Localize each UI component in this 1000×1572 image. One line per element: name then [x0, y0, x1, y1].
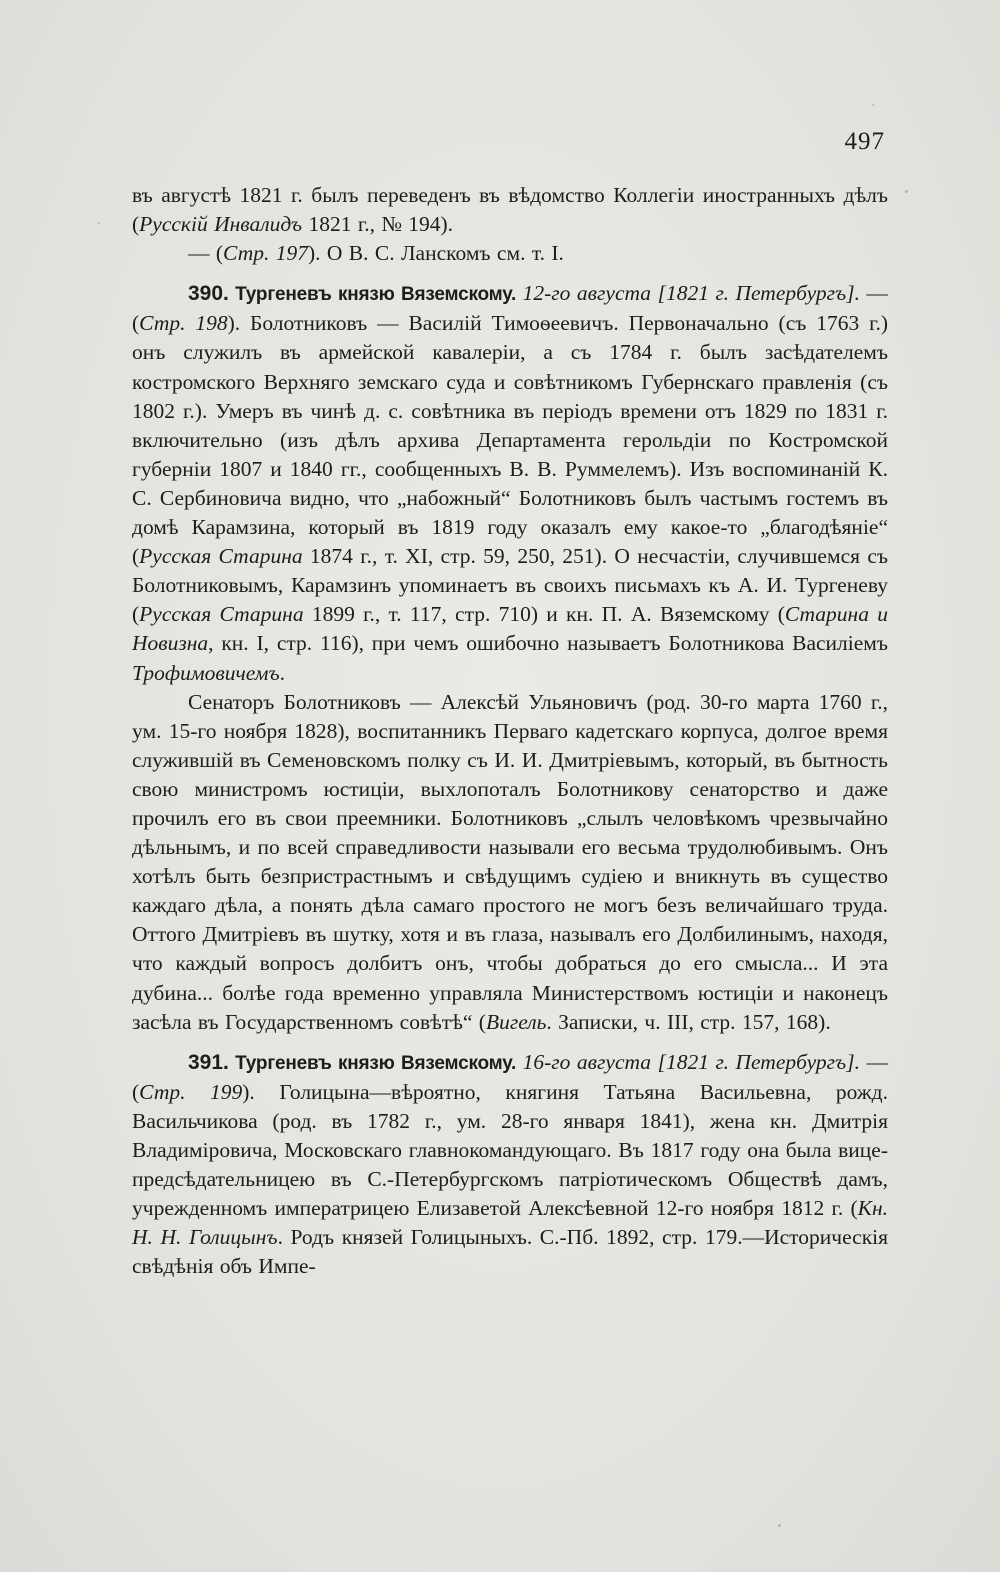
text-run: — (	[132, 1049, 888, 1104]
text-run: — (	[132, 281, 888, 336]
entry-390	[132, 279, 888, 687]
italic-author: Кн. Н. Н. Голицынъ	[132, 1196, 888, 1250]
entry-heading: Тургеневъ князю Вяземскому.	[228, 284, 517, 306]
text-run: 1874 г., т. XI, стр. 59, 250, 251). О несчастіи, случившемся съ Болотниковымъ, Карамзинъ упоминаетъ въ своихъ письмахъ къ А. И. Тургеневу (	[132, 544, 888, 627]
paragraph-continuation	[132, 181, 888, 239]
text-run: Сенаторъ Болотниковъ — Алексѣй Ульяновичъ (род. 30-го марта 1760 г., ум. 15-го ноября 1828), воспитанникъ Перваго кадетскаго корпуса, долгое время служившій въ Семеновскомъ полку съ И. И. Дмитріевымъ, который, въ бытность свою министромъ юстиціи, выхлопоталъ Болотникову сенаторство и даже прочилъ его въ свои преемники. Болотниковъ „слылъ человѣкомъ чрезвычайно дѣльнымъ, и по всей справедливости называли его весьма трудолюбивымъ. Онъ хотѣлъ быть безпристрастнымъ и свѣдущимъ судіею и вникнуть въ существо каждаго дѣла, а понять дѣла самаго простого не могъ безъ величайшаго труда. Оттого Дмитріевъ въ шутку, хотя и въ глаза, называлъ его Долбилинымъ, находя, что каждый вопросъ долбитъ онъ, чтобы добраться до его смысла... И эта дубина... болѣе года временно управляла Министерствомъ юстиціи и наконецъ засѣла въ Государственномъ совѣтѣ“ (	[132, 689, 888, 1034]
text-run: ). О В. С. Ланскомъ см. т. I.	[307, 241, 564, 266]
italic-citation: Старина и Новизна	[132, 602, 888, 656]
italic-page-ref: Стр. 199	[139, 1079, 243, 1104]
text-run: . Родъ князей Голицыныхъ. С.-Пб. 1892, стр. 179.—Историческія свѣдѣнія объ Импе-	[132, 1225, 889, 1279]
italic-citation: Русская Старина	[139, 544, 303, 569]
text-run: 1899 г., т. 117, стр. 710) и кн. П. А. Вяземскому (	[303, 602, 785, 627]
entry-date: 12-го августа	[516, 281, 658, 306]
paper-speck	[872, 104, 874, 106]
text-run: ). Болотниковъ — Василій Тимоѳеевичъ. Первоначально (съ 1763 г.) онъ служилъ въ армейской кавалеріи, а съ 1784 г. былъ засѣдателемъ костромского Верхняго земскаго суда и совѣтникомъ Губернскаго правленія (съ 1802 г.). Умеръ въ чинѣ д. с. совѣтника въ періодъ времени отъ 1829 по 1831 г. включительно (изъ дѣлъ архива Департамента герольдіи по Костромской губерніи 1807 и 1840 гг., сообщенныхъ В. В. Руммелемъ). Изъ воспоминаній К. С. Сербиновича видно, что „набожный“ Болотниковъ былъ частымъ гостемъ въ домѣ Карамзина, который въ 1819 году оказалъ ему какое-то „благодѣяніе“ (	[132, 311, 889, 569]
paper-speck	[905, 190, 908, 193]
italic-citation: Русская Старина	[139, 602, 304, 627]
text-run: въ августѣ 1821 г. былъ переведенъ въ вѣдомство Коллегіи иностранныхъ дѣлъ (	[132, 183, 888, 237]
text-run: 1821 г., № 194).	[302, 212, 454, 237]
entry-number: 390.	[188, 282, 229, 306]
entry-heading: Тургеневъ князю Вяземскому.	[228, 1052, 517, 1074]
entry-place: [1821 г. Петербургъ].	[657, 281, 860, 306]
text-run: — (	[188, 241, 224, 266]
entry-date: 16-го августа	[516, 1049, 658, 1074]
text-run: , кн. I, стр. 116), при чемъ ошибочно называетъ Болотникова Василіемъ	[208, 631, 888, 656]
paragraph-senator	[132, 688, 888, 1037]
page-number: 497	[844, 128, 885, 155]
paragraph-note	[132, 239, 888, 268]
italic-citation: Русскій Инвалидъ	[139, 212, 303, 237]
paper-speck	[98, 222, 100, 224]
italic-page-ref: Стр. 197	[223, 241, 308, 266]
text-run: . Записки, ч. III, стр. 157, 168).	[546, 1009, 831, 1034]
text-run: ). Голицына—вѣроятно, княгиня Татьяна Васильевна, рожд. Васильчикова (род. въ 1782 г., ум. 28-го января 1841), жена кн. Дмитрія Владиміровича, Московскаго главнокомандующаго. Въ 1817 году она была вице-предсѣдательницею въ С.-Петербургскомъ патріотическомъ Обществѣ дамъ, учрежденномъ императрицею Елизаветой Алексѣевной 12-го ноября 1812 г. (	[132, 1079, 889, 1221]
italic-page-ref: Стр. 198	[139, 311, 228, 336]
italic-name: Трофимовичемъ	[132, 660, 280, 685]
entry-number: 391.	[188, 1050, 229, 1074]
text-run: .	[279, 660, 286, 685]
page-text	[132, 181, 888, 1281]
italic-author: Вигель	[485, 1009, 547, 1034]
entry-place: [1821 г. Петербургъ].	[657, 1049, 860, 1074]
entry-391	[132, 1048, 888, 1282]
paper-speck	[778, 1524, 781, 1527]
